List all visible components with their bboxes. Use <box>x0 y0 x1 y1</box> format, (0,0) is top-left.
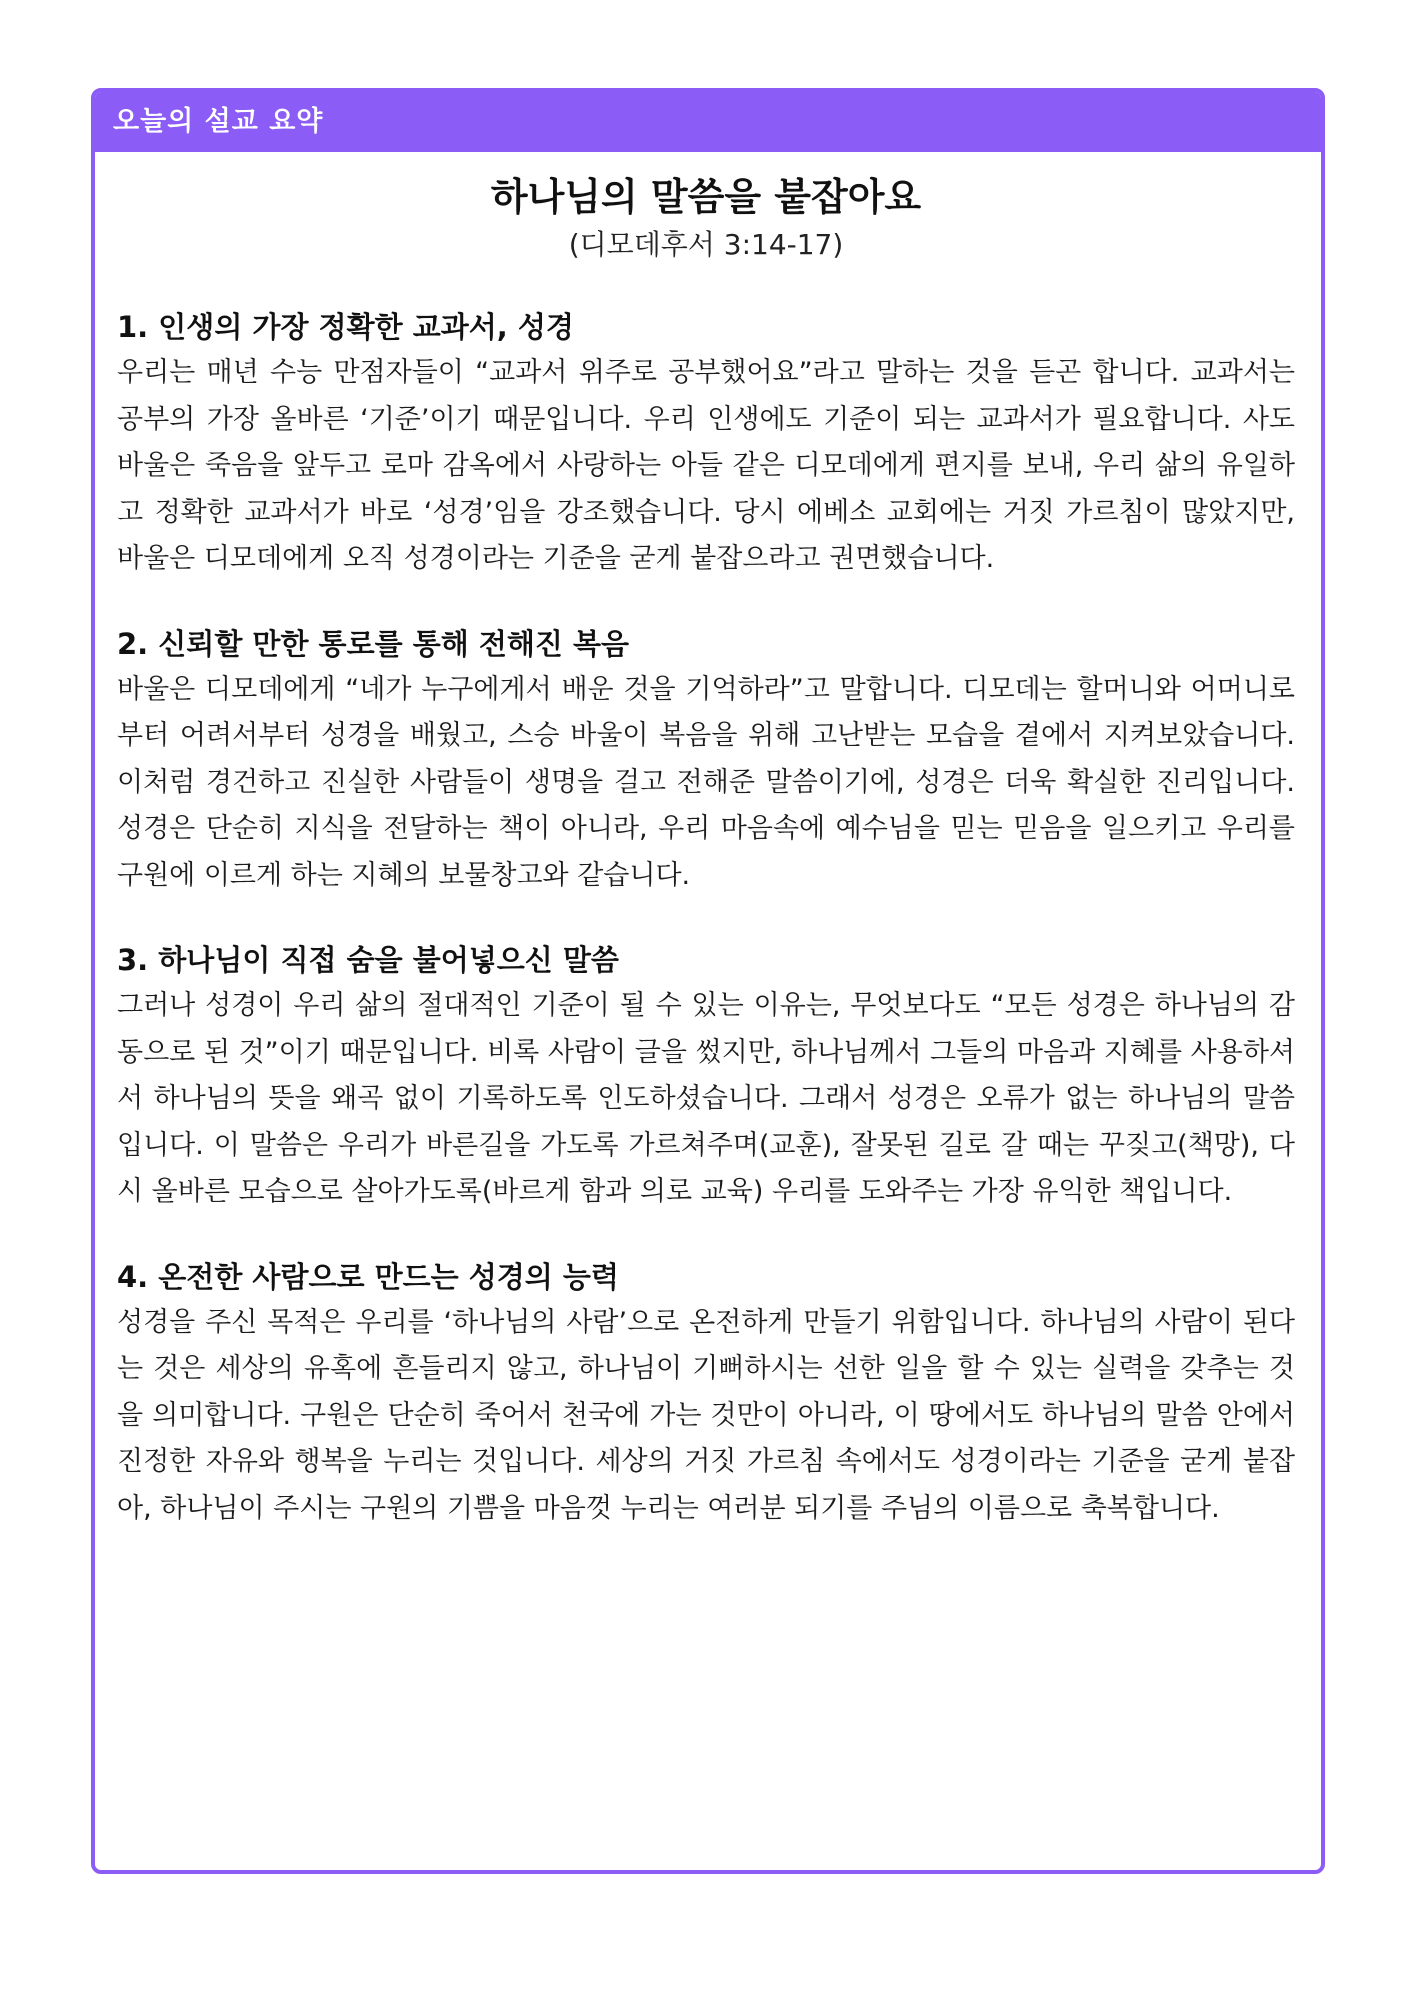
sermon-summary-card <box>91 88 1325 1874</box>
section-heading: 1. 인생의 가장 정확한 교과서, 성경 <box>117 310 574 344</box>
section-heading: 2. 신뢰할 만한 통로를 통해 전해진 복음 <box>117 626 629 661</box>
sermon-title: 하나님의 말씀을 붙잡아요 <box>490 175 922 219</box>
section-2 <box>117 621 1295 900</box>
section-body: 우리는 매년 수능 만점자들이 “교과서 위주로 공부했어요”라고 말하는 것을 듣곤 합니다. 교과서는 공부의 가장 올바른 ‘기준’이기 때문입니다. 우리 인생에도 기준이 되는 교과서가 필요합니다. 사도 바울은 죽음을 앞두고 로마 감옥에서 사랑하는 아들 같은 디모데에게 편지를 보내, 우리 삶의 유일하고 정확한 교과서가 바로 ‘성경’임을 강조했습니다. 당시 에베소 교회에는 거짓 가르침이 많았지만, 바울은 디모데에게 오직 성경이라는 기준을 굳게 붙잡으라고 권면했습니다. <box>117 357 1295 574</box>
section-body: 성경을 주신 목적은 우리를 ‘하나님의 사람’으로 온전하게 만들기 위함입니다. 하나님의 사람이 된다는 것은 세상의 유혹에 흔들리지 않고, 하나님이 기뻐하시는 선한 일을 할 수 있는 실력을 갖추는 것을 의미합니다. 구원은 단순히 죽어서 천국에 가는 것만이 아니라, 이 땅에서도 하나님의 말씀 안에서 진정한 자유와 행복을 누리는 것입니다. 세상의 거짓 가르침 속에서도 성경이라는 기준을 굳게 붙잡아, 하나님이 주시는 구원의 기쁨을 마음껏 누리는 여러분 되기를 주님의 이름으로 축복합니다. <box>117 1306 1295 1524</box>
scripture-reference: (디모데후서 3:14-17) <box>568 228 844 261</box>
section-heading: 3. 하나님이 직접 숨을 불어넣으신 말씀 <box>117 943 619 977</box>
card-body <box>95 170 1321 1532</box>
section-1 <box>117 304 1295 583</box>
section-3 <box>117 937 1295 1216</box>
section-body: 그러나 성경이 우리 삶의 절대적인 기준이 될 수 있는 이유는, 무엇보다도 “모든 성경은 하나님의 감동으로 된 것”이기 때문입니다. 비록 사람이 글을 썼지만, 하나님께서 그들의 마음과 지혜를 사용하셔서 하나님의 뜻을 왜곡 없이 기록하도록 인도하셨습니다. 그래서 성경은 오류가 없는 하나님의 말씀입니다. 이 말씀은 우리가 바른길을 가도록 가르쳐주며(교훈), 잘못된 길로 갈 때는 꾸짖고(책망), 다시 올바른 모습으로 살아가도록(바르게 함과 의로 교육) 우리를 도와주는 가장 유익한 책입니다. <box>117 990 1295 1207</box>
section-4 <box>117 1254 1295 1533</box>
card-header: 오늘의 설교 요약 <box>95 92 1321 152</box>
section-body: 바울은 디모데에게 “네가 누구에게서 배운 것을 기억하라”고 말합니다. 디모데는 할머니와 어머니로부터 어려서부터 성경을 배웠고, 스승 바울이 복음을 위해 고난받는 모습을 곁에서 지켜보았습니다. 이처럼 경건하고 진실한 사람들이 생명을 걸고 전해준 말씀이기에, 성경은 더욱 확실한 진리입니다. 성경은 단순히 지식을 전달하는 책이 아니라, 우리 마음속에 예수님을 믿는 믿음을 일으키고 우리를 구원에 이르게 하는 지혜의 보물창고와 같습니다. <box>117 673 1295 891</box>
section-heading: 4. 온전한 사람으로 만드는 성경의 능력 <box>117 1259 619 1294</box>
